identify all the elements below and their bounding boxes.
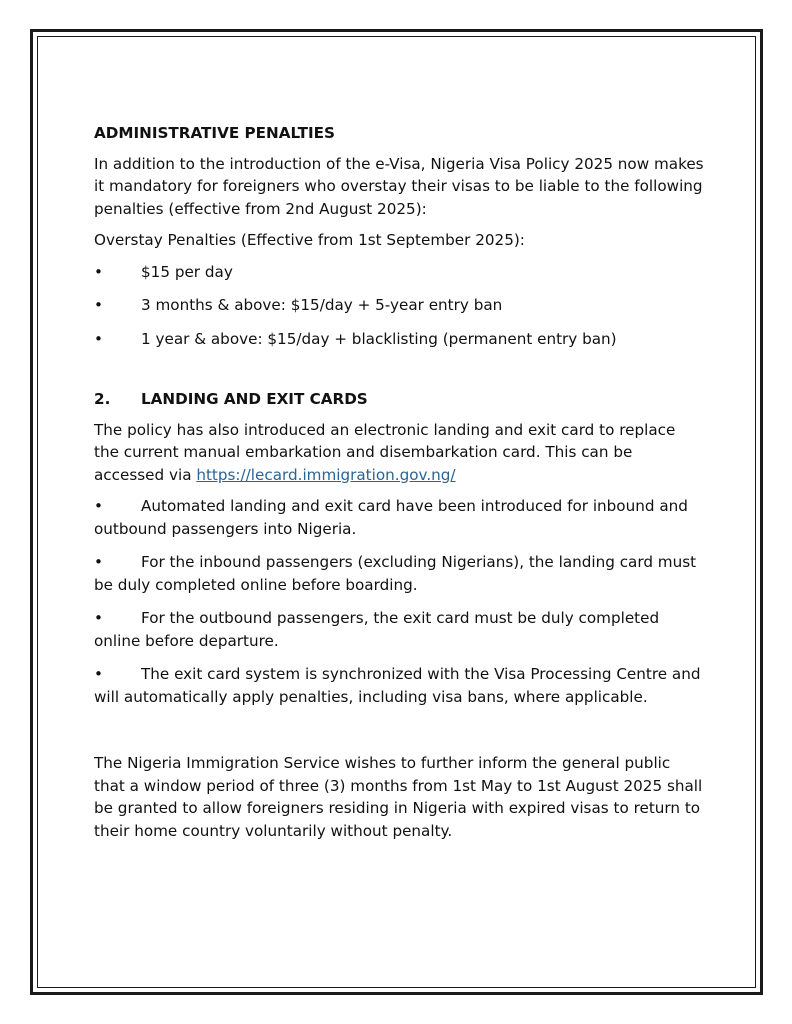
lecard-link[interactable]: https://lecard.immigration.gov.ng/ [196,465,456,484]
document-body [94,122,704,851]
list-item [94,495,704,540]
list-item-text: The exit card system is synchronized with the Visa Processing Centre and will automatically apply penalties, including visa bans, where applicable. [94,665,701,706]
closing-paragraph: The Nigeria Immigration Service wishes to further inform the general public that a window period of three (3) months from 1st May to 1st August 2025 shall be granted to allow foreigners residing in Nigeria with expired visas to return to their home country voluntarily without penalty. [94,754,703,840]
list-item [94,261,704,284]
section-heading-landing-exit-cards [94,388,704,411]
bullet-marker: • [94,262,103,281]
section-heading-administrative-penalties: ADMINISTRATIVE PENALTIES [94,124,335,142]
section-heading-text: LANDING AND EXIT CARDS [141,390,368,408]
section1-intro: In addition to the introduction of the e-Visa, Nigeria Visa Policy 2025 now makes it mandatory for foreigners who overstay their visas to be liable to the following penalties (effective from 2nd August 2025): [94,154,704,218]
list-item [94,294,704,317]
bullet-marker: • [94,329,103,348]
bullet-marker: • [94,553,103,571]
list-item [94,607,704,652]
list-item-text: 3 months & above: $15/day + 5-year entry ban [141,296,503,314]
list-item-text: For the inbound passengers (excluding Nigerians), the landing card must be duly completed online before boarding. [94,553,697,594]
list-item-text: 1 year & above: $15/day + blacklisting (permanent entry ban) [141,329,617,348]
list-item [94,551,704,596]
bullet-marker: • [94,609,103,627]
list-item-text: $15 per day [141,262,233,281]
bullet-marker: • [94,296,103,314]
list-item [94,328,704,351]
overstay-label: Overstay Penalties (Effective from 1st September 2025): [94,231,525,249]
list-item-text: For the outbound passengers, the exit card must be duly completed online before departure. [94,609,660,650]
bullet-marker: • [94,497,103,515]
section2-intro [94,419,704,487]
section2-intro-text: The policy has also introduced an electronic landing and exit card to replace the current manual embarkation and disembarkation card. This can be accessed via [94,420,676,484]
section-number: 2. [94,390,111,408]
bullet-marker: • [94,665,103,683]
list-item [94,663,704,708]
list-item-text: Automated landing and exit card have been introduced for inbound and outbound passengers into Nigeria. [94,497,688,538]
